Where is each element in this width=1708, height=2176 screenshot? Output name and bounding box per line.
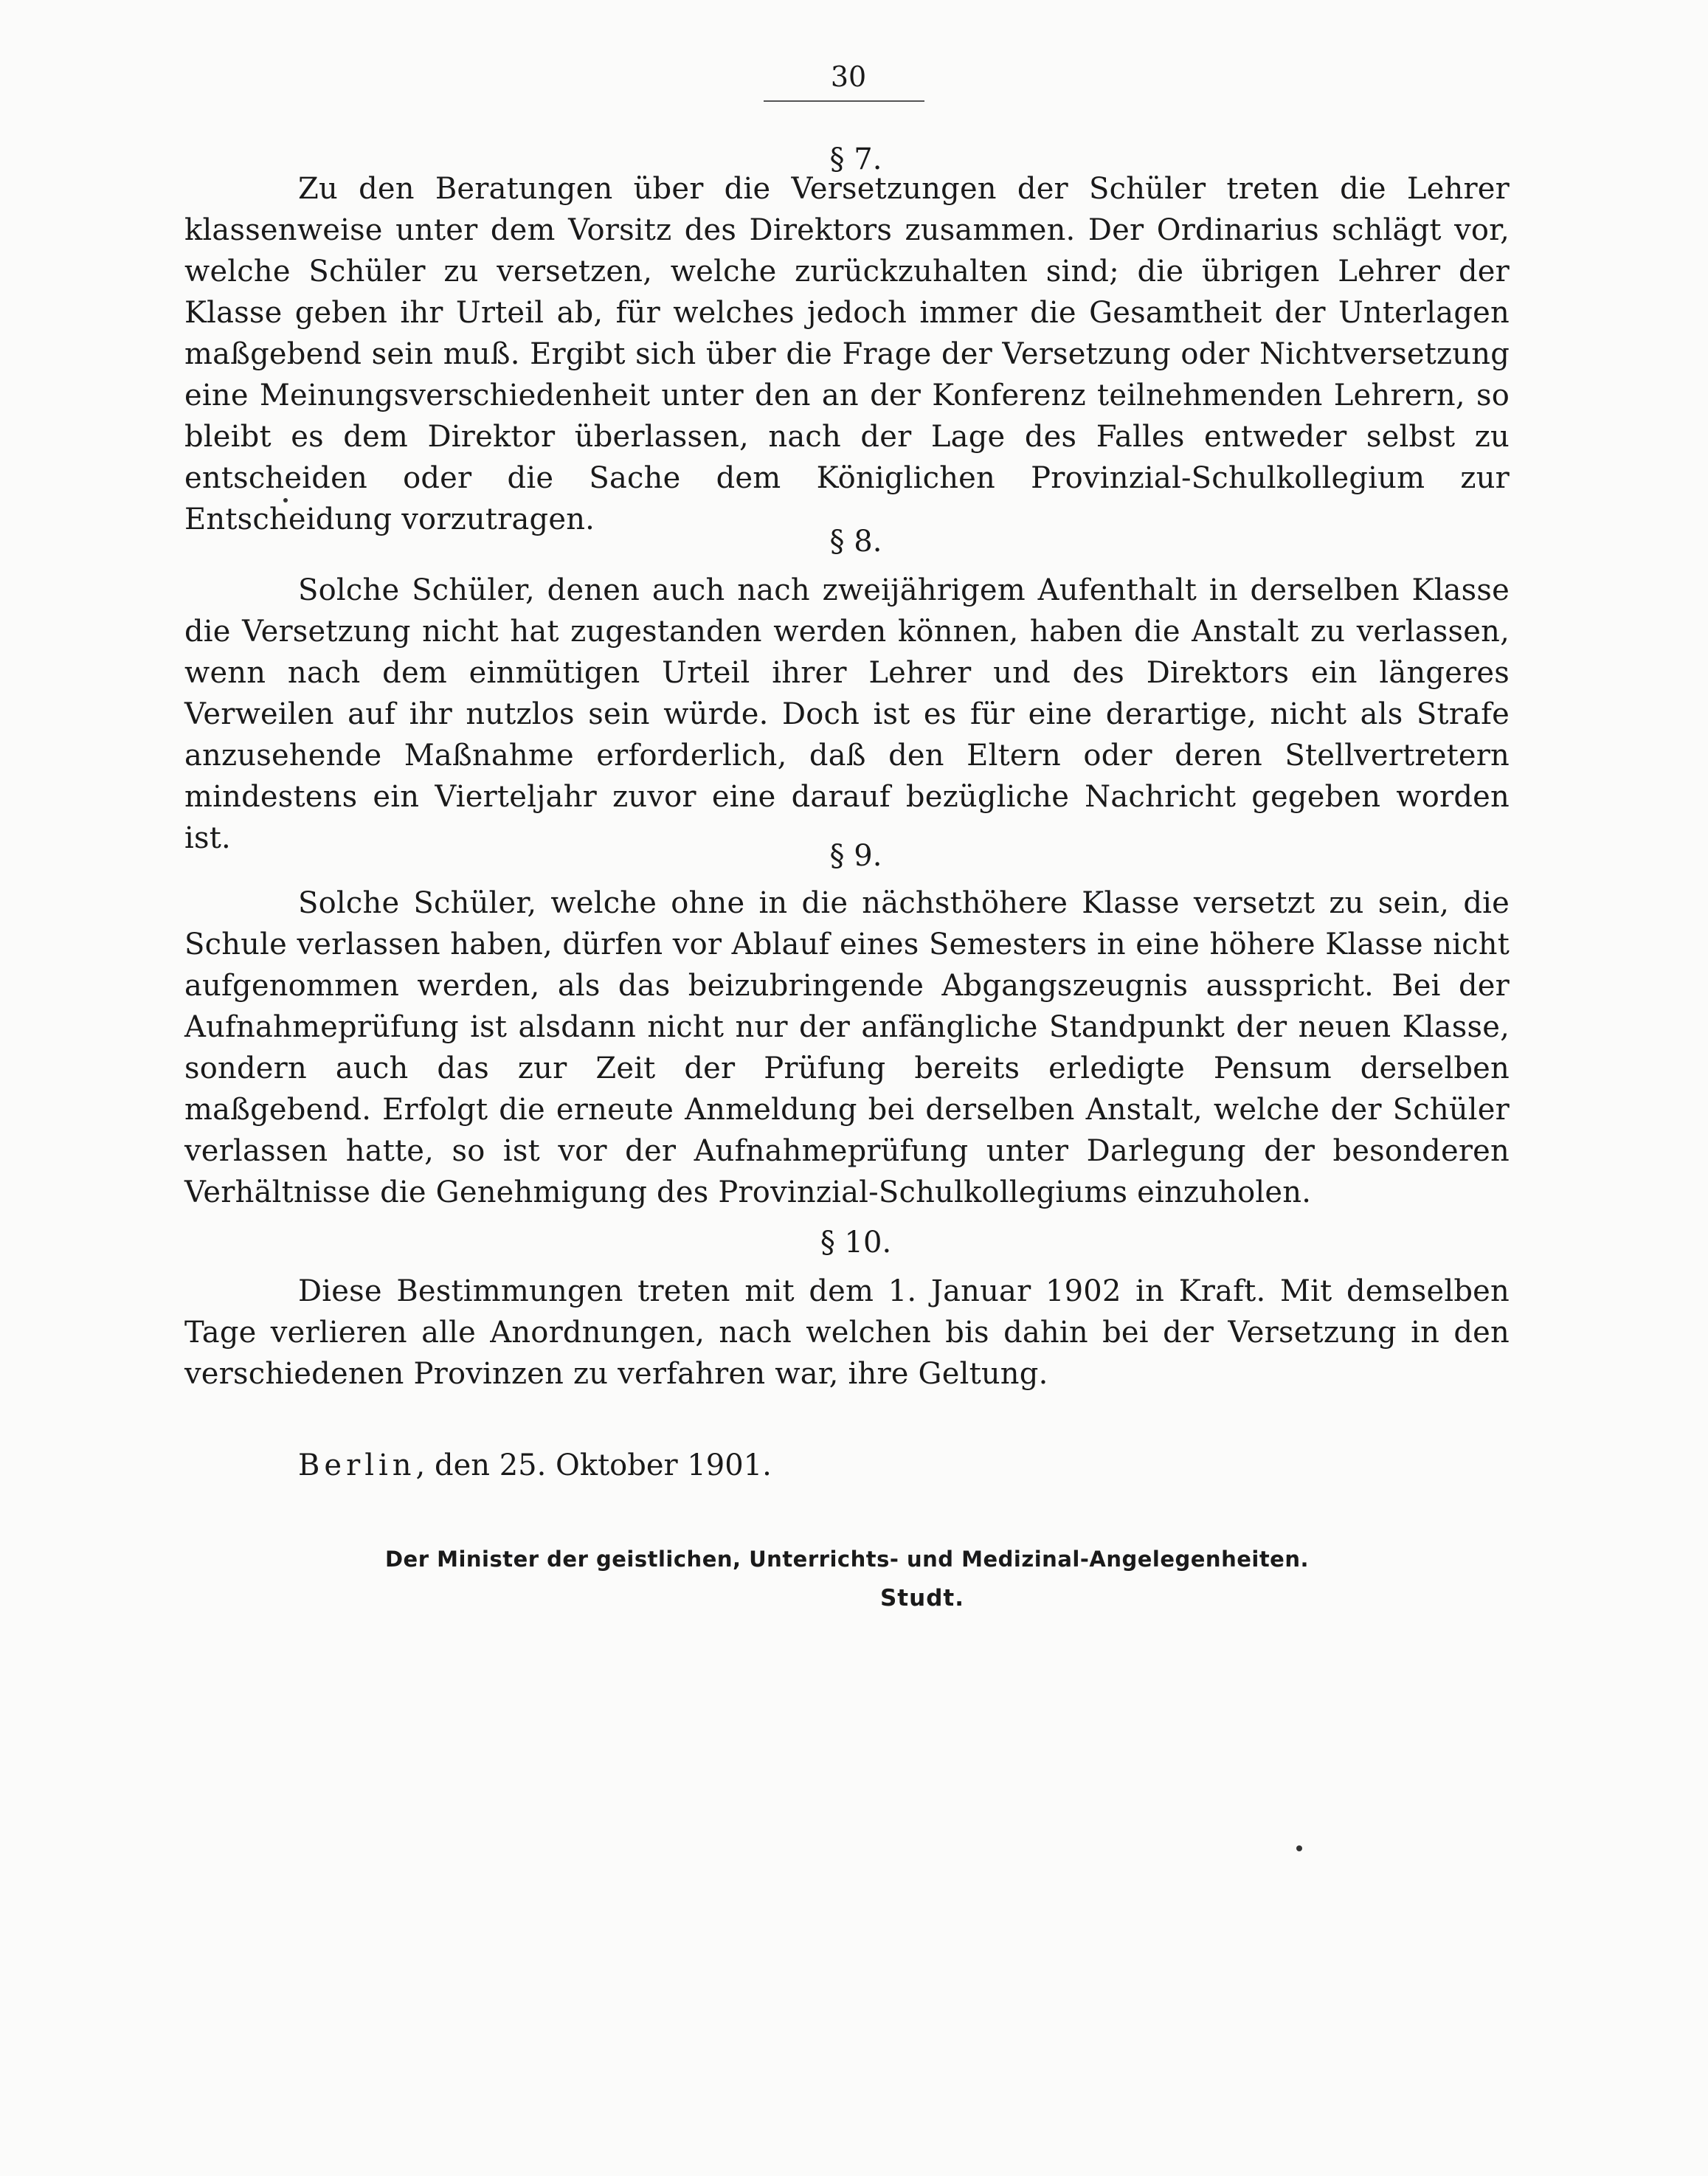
section-10-paragraph: Diese Bestimmungen treten mit dem 1. Januar 1902 in Kraft. Mit demselben Tage verlieren alle Anordnungen, nach welchen bis dahin bei der Versetzung in den verschiedenen Provinzen zu verfahren war, ihre Geltung. [184,1274,1510,1391]
closing-place: Berlin [298,1448,416,1482]
stray-ink-dot [283,498,288,502]
closing-date: , den 25. Oktober 1901. [415,1448,772,1482]
section-9-paragraph: Solche Schüler, welche ohne in die nächsthöhere Klasse versetzt zu sein, die Schule verlassen haben, dürfen vor Ablauf eines Semesters in eine höhere Klasse nicht aufgenommen werden, als das beizubringende Abgangszeugnis ausspricht. Bei der Aufnahmeprüfung ist alsdann nicht nur der anfängliche Standpunkt der neuen Klasse, sondern auch das zur Zeit der Prüfung bereits erledigte Pensum derselben maßgebend. Erfolgt die erneute Anmeldung bei derselben Anstalt, welche der Schüler verlassen hatte, so ist vor der Aufnahmeprüfung unter Darlegung der besonderen Verhältnisse die Genehmigung des Provinzial-Schulkollegiums einzuholen. [184,886,1510,1209]
closing-date-line [298,1445,772,1486]
stray-ink-dot [1296,1845,1302,1851]
page-number: 30 [830,61,867,93]
section-heading-10: § 10. [820,1226,892,1260]
section-heading-9: § 9. [829,839,882,873]
section-heading-7: § 7. [829,142,882,176]
section-8-paragraph: Solche Schüler, denen auch nach zweijährigem Aufenthalt in derselben Klasse die Versetzung nicht hat zugestanden werden können, haben die Anstalt zu verlassen, wenn nach dem einmütigen Urteil ihrer Lehrer und des Direktors ein längeres Verweilen auf ihr nutzlos sein würde. Doch ist es für eine derartige, nicht als Strafe anzusehende Maßnahme erforderlich, daß den Eltern oder deren Stellvertretern mindestens ein Vierteljahr zuvor eine darauf bezügliche Nachricht gegeben worden ist. [184,573,1510,855]
signature-name: Studt. [879,1585,964,1612]
signature-authority: Der Minister der geistlichen, Unterrichts- und Medizinal-Angelegenheiten. [384,1547,1310,1572]
section-7-paragraph: Zu den Beratungen über die Versetzungen der Schüler treten die Lehrer klassenweise unter dem Vorsitz des Direktors zusammen. Der Ordinarius schlägt vor, welche Schüler zu versetzen, welche zurückzuhalten sind; die übrigen Lehrer der Klasse geben ihr Urteil ab, für welches jedoch immer die Gesamtheit der Unterlagen maßgebend sein muß. Ergibt sich über die Frage der Versetzung oder Nichtversetzung eine Meinungsverschiedenheit unter den an der Konferenz teilnehmenden Lehrern, so bleibt es dem Direktor überlassen, nach der Lage des Falles entweder selbst zu entscheiden oder die Sache dem Königlichen Provinzial-Schulkollegium zur Entscheidung vorzutragen. [184,172,1510,536]
section-heading-8: § 8. [829,525,882,559]
header-rule [764,100,924,102]
